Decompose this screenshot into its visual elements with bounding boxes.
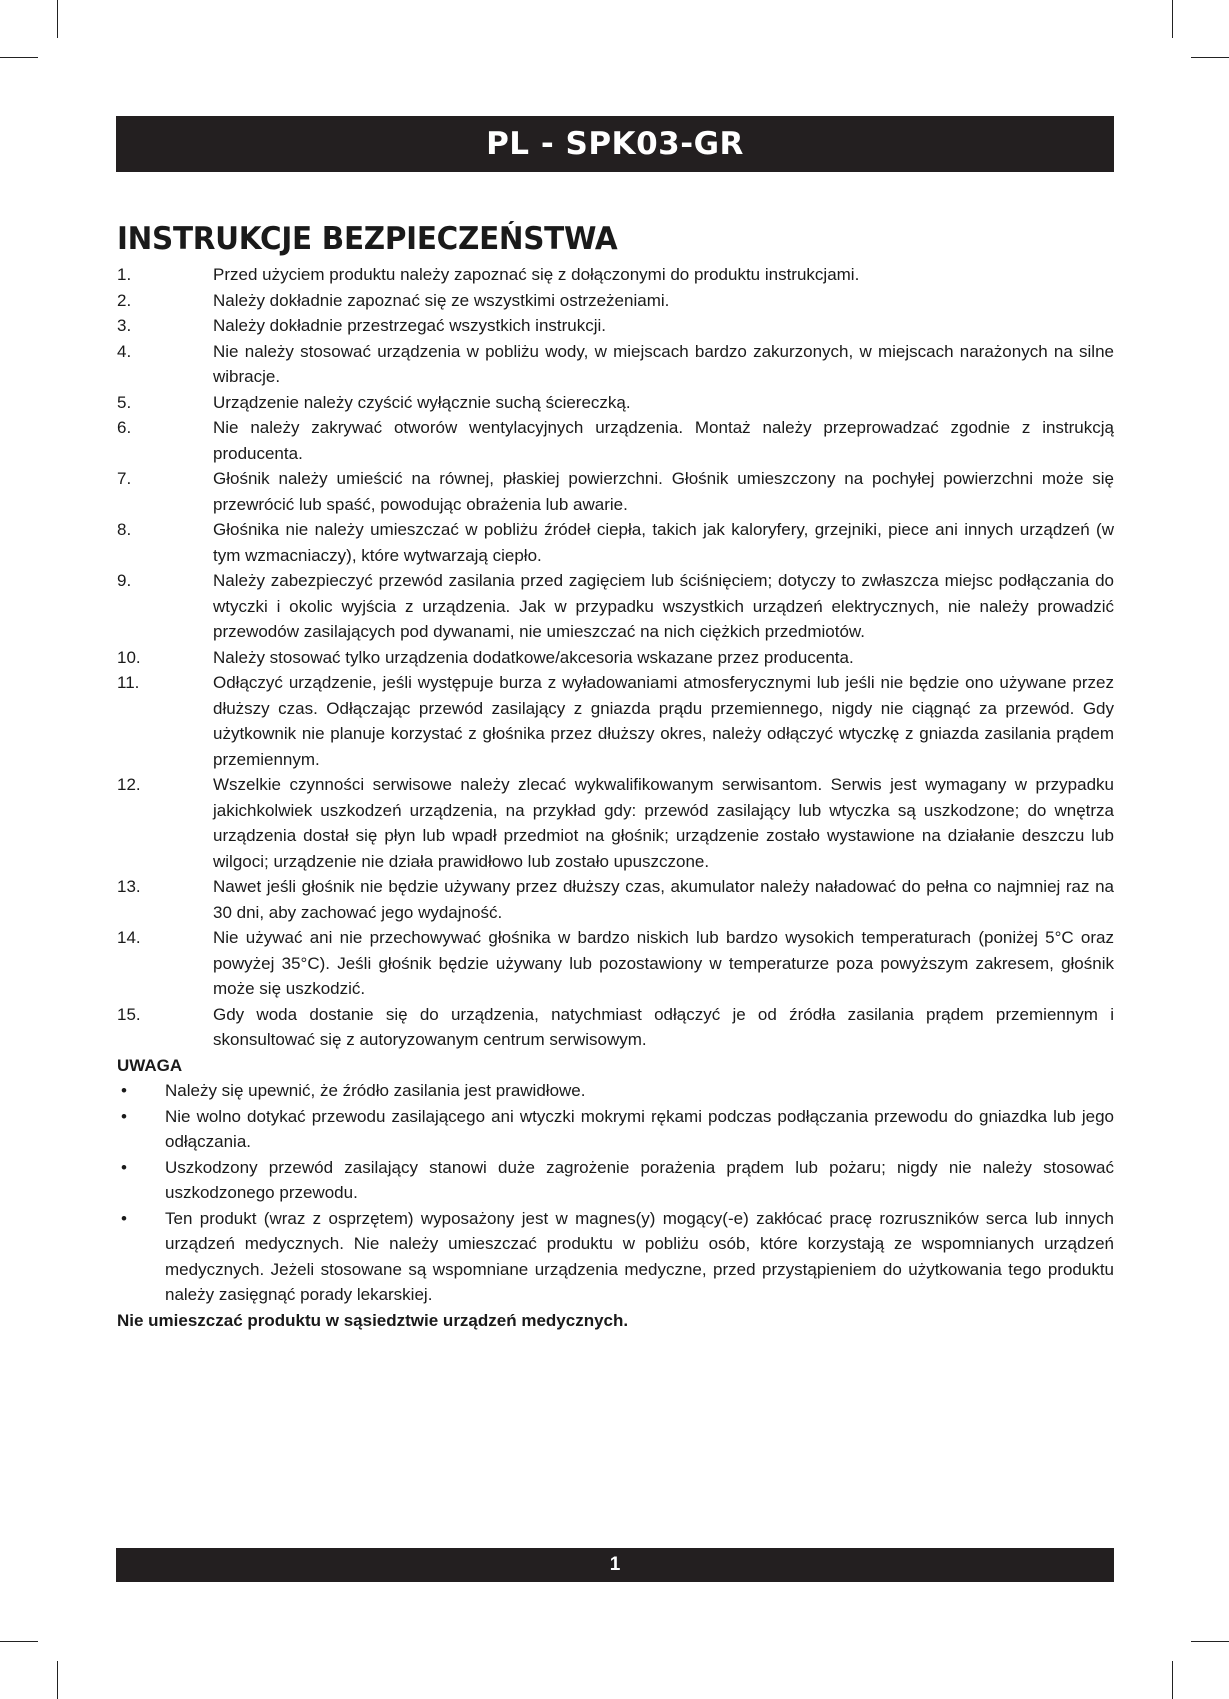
warning-text: Uszkodzony przewód zasilający stanowi duże zagrożenie porażenia prądem lub pożaru; nigdy nie należy stosować uszkodzonego przewodu. — [165, 1157, 1114, 1202]
warning-item — [117, 1104, 1114, 1155]
crop-mark — [1172, 0, 1173, 38]
instruction-text: Należy stosować tylko urządzenia dodatkowe/akcesoria wskazane przez producenta. — [213, 647, 854, 667]
warning-text: Należy się upewnić, że źródło zasilania jest prawidłowe. — [165, 1081, 586, 1100]
warning-text: Ten produkt (wraz z osprzętem) wyposażony jest w magnes(y) mogący(-e) zakłócać pracę rozruszników serca lub innych urządzeń medycznych. Nie należy umieszczać produktu w pobliżu osób, które korzystają ze wspomnianych urządzeń medycznych. Jeżeli stosowane są wspomniane urządzenia medyczne, przed przystąpieniem do użytkowania tego produktu należy zasięgnąć porady lekarskiej. — [165, 1208, 1114, 1304]
instruction-number: 6. — [117, 418, 132, 437]
instruction-text: Należy dokładnie zapoznać się ze wszystkimi ostrzeżeniami. — [213, 290, 670, 310]
warning-text: Nie wolno dotykać przewodu zasilającego ani wtyczki mokrymi rękami podczas podłączania przewodu do gniazdka lub jego odłączania. — [165, 1106, 1114, 1151]
instruction-text: Nie używać ani nie przechowywać głośnika w bardzo niskich lub bardzo wysokich temperaturach (poniżej 5°C oraz powyżej 35°C). Jeśli głośnik będzie używany lub pozostawiony w temperaturze poza powyższym zakresem, głośnik może się uszkodzić. — [213, 928, 1114, 998]
warning-list — [117, 1078, 1114, 1308]
final-note: Nie umieszczać produktu w sąsiedztwie urządzeń medycznych. — [117, 1310, 629, 1330]
instruction-text: Wszelkie czynności serwisowe należy zlecać wykwalifikowanym serwisantom. Serwis jest wymagany w przypadku jakichkolwiek uszkodzeń urządzenia, na przykład gdy: przewód zasilający lub wtyczka są uszkodzone; do wnętrza urządzenia dostał się płyn lub wpadł przedmiot na głośnik; urządzenie zostało wystawione na działanie deszczu lub wilgoci; urządzenie nie działa prawidłowo lub zostało upuszczone. — [213, 775, 1114, 871]
instruction-item — [117, 645, 1114, 671]
warning-title: UWAGA — [117, 1055, 183, 1075]
crop-mark — [57, 0, 58, 38]
warning-item — [117, 1078, 1114, 1104]
instruction-number: 9. — [117, 571, 132, 590]
instruction-text: Nie należy zakrywać otworów wentylacyjnych urządzenia. Montaż należy przeprowadzać zgodnie z instrukcją producenta. — [213, 418, 1114, 463]
bullet-icon: • — [121, 1157, 127, 1177]
instruction-item — [117, 415, 1114, 466]
footer-bar — [116, 1548, 1114, 1582]
warning-item — [117, 1206, 1114, 1308]
instruction-number: 1. — [117, 265, 132, 284]
instruction-text: Głośnik należy umieścić na równej, płaskiej powierzchni. Głośnik umieszczony na pochyłej powierzchni może się przewrócić lub spaść, powodując obrażenia lub awarie. — [213, 469, 1114, 514]
instruction-item — [117, 466, 1114, 517]
instruction-item — [117, 262, 1114, 288]
instruction-number: 14. — [117, 928, 141, 947]
instruction-number: 2. — [117, 290, 132, 310]
crop-mark — [1172, 1661, 1173, 1699]
instruction-text: Nawet jeśli głośnik nie będzie używany przez dłuższy czas, akumulator należy naładować do pełna co najmniej raz na 30 dni, aby zachować jego wydajność. — [213, 877, 1114, 922]
instruction-number: 15. — [117, 1004, 141, 1024]
instruction-text: Nie należy stosować urządzenia w pobliżu wody, w miejscach bardzo zakurzonych, w miejscach narażonych na silne wibracje. — [213, 341, 1114, 386]
instruction-number: 4. — [117, 341, 132, 361]
bullet-icon: • — [121, 1106, 127, 1126]
bullet-icon: • — [121, 1208, 127, 1228]
instruction-number: 12. — [117, 775, 141, 794]
document-body — [117, 220, 1114, 1333]
instruction-number: 13. — [117, 877, 141, 896]
instruction-item — [117, 670, 1114, 772]
instruction-text: Głośnika nie należy umieszczać w pobliżu źródeł ciepła, takich jak kaloryfery, grzejniki, piece ani innych urządzeń (w tym wzmacniaczy), które wytwarzają ciepło. — [213, 520, 1114, 565]
instruction-number: 5. — [117, 392, 132, 412]
instruction-item — [117, 288, 1114, 314]
instruction-item — [117, 313, 1114, 339]
instruction-item — [117, 925, 1114, 1002]
instruction-item — [117, 874, 1114, 925]
warning-item — [117, 1155, 1114, 1206]
instruction-number: 10. — [117, 647, 141, 667]
header-bar — [116, 116, 1114, 172]
instruction-number: 7. — [117, 469, 132, 488]
instruction-item — [117, 339, 1114, 390]
instruction-text: Urządzenie należy czyścić wyłącznie suchą ściereczką. — [213, 392, 631, 412]
instruction-text: Przed użyciem produktu należy zapoznać się z dołączonymi do produktu instrukcjami. — [213, 265, 860, 284]
instruction-item — [117, 517, 1114, 568]
crop-mark — [0, 57, 38, 58]
instruction-number: 8. — [117, 520, 132, 539]
instruction-item — [117, 390, 1114, 416]
header-title: PL - SPK03-GR — [486, 126, 744, 162]
crop-mark — [1191, 57, 1229, 58]
instruction-text: Gdy woda dostanie się do urządzenia, natychmiast odłączyć je od źródła zasilania prądem przemiennym i skonsultować się z autoryzowanym centrum serwisowym. — [213, 1004, 1114, 1049]
crop-mark — [57, 1661, 58, 1699]
instruction-number: 3. — [117, 316, 132, 335]
instruction-number: 11. — [117, 673, 140, 692]
section-title: INSTRUKCJE BEZPIECZEŃSTWA — [117, 221, 618, 257]
instruction-item — [117, 1002, 1114, 1053]
crop-mark — [1191, 1641, 1229, 1642]
crop-mark — [0, 1641, 38, 1642]
instructions-list — [117, 262, 1114, 1053]
instruction-item — [117, 772, 1114, 874]
instruction-text: Odłączyć urządzenie, jeśli występuje burza z wyładowaniami atmosferycznymi lub jeśli nie będzie ono używane przez dłuższy czas. Odłączając przewód zasilający z gniazda prądu przemiennego, nigdy nie ciągnąć za przewód. Gdy użytkownik nie planuje korzystać z głośnika przez dłuższy okres, należy odłączyć wtyczkę z gniazda zasilania prądem przemiennym. — [213, 673, 1114, 769]
instruction-text: Należy dokładnie przestrzegać wszystkich instrukcji. — [213, 316, 607, 335]
instruction-item — [117, 568, 1114, 645]
bullet-icon: • — [121, 1081, 127, 1100]
page-number: 1 — [609, 1554, 621, 1575]
instruction-text: Należy zabezpieczyć przewód zasilania przed zagięciem lub ściśnięciem; dotyczy to zwłaszcza miejsc podłączania do wtyczki i okolic wyjścia z urządzenia. Jak w przypadku wszystkich urządzeń elektrycznych, nie należy prowadzić przewodów zasilających pod dywanami, nie umieszczać na nich ciężkich przedmiotów. — [213, 571, 1114, 641]
